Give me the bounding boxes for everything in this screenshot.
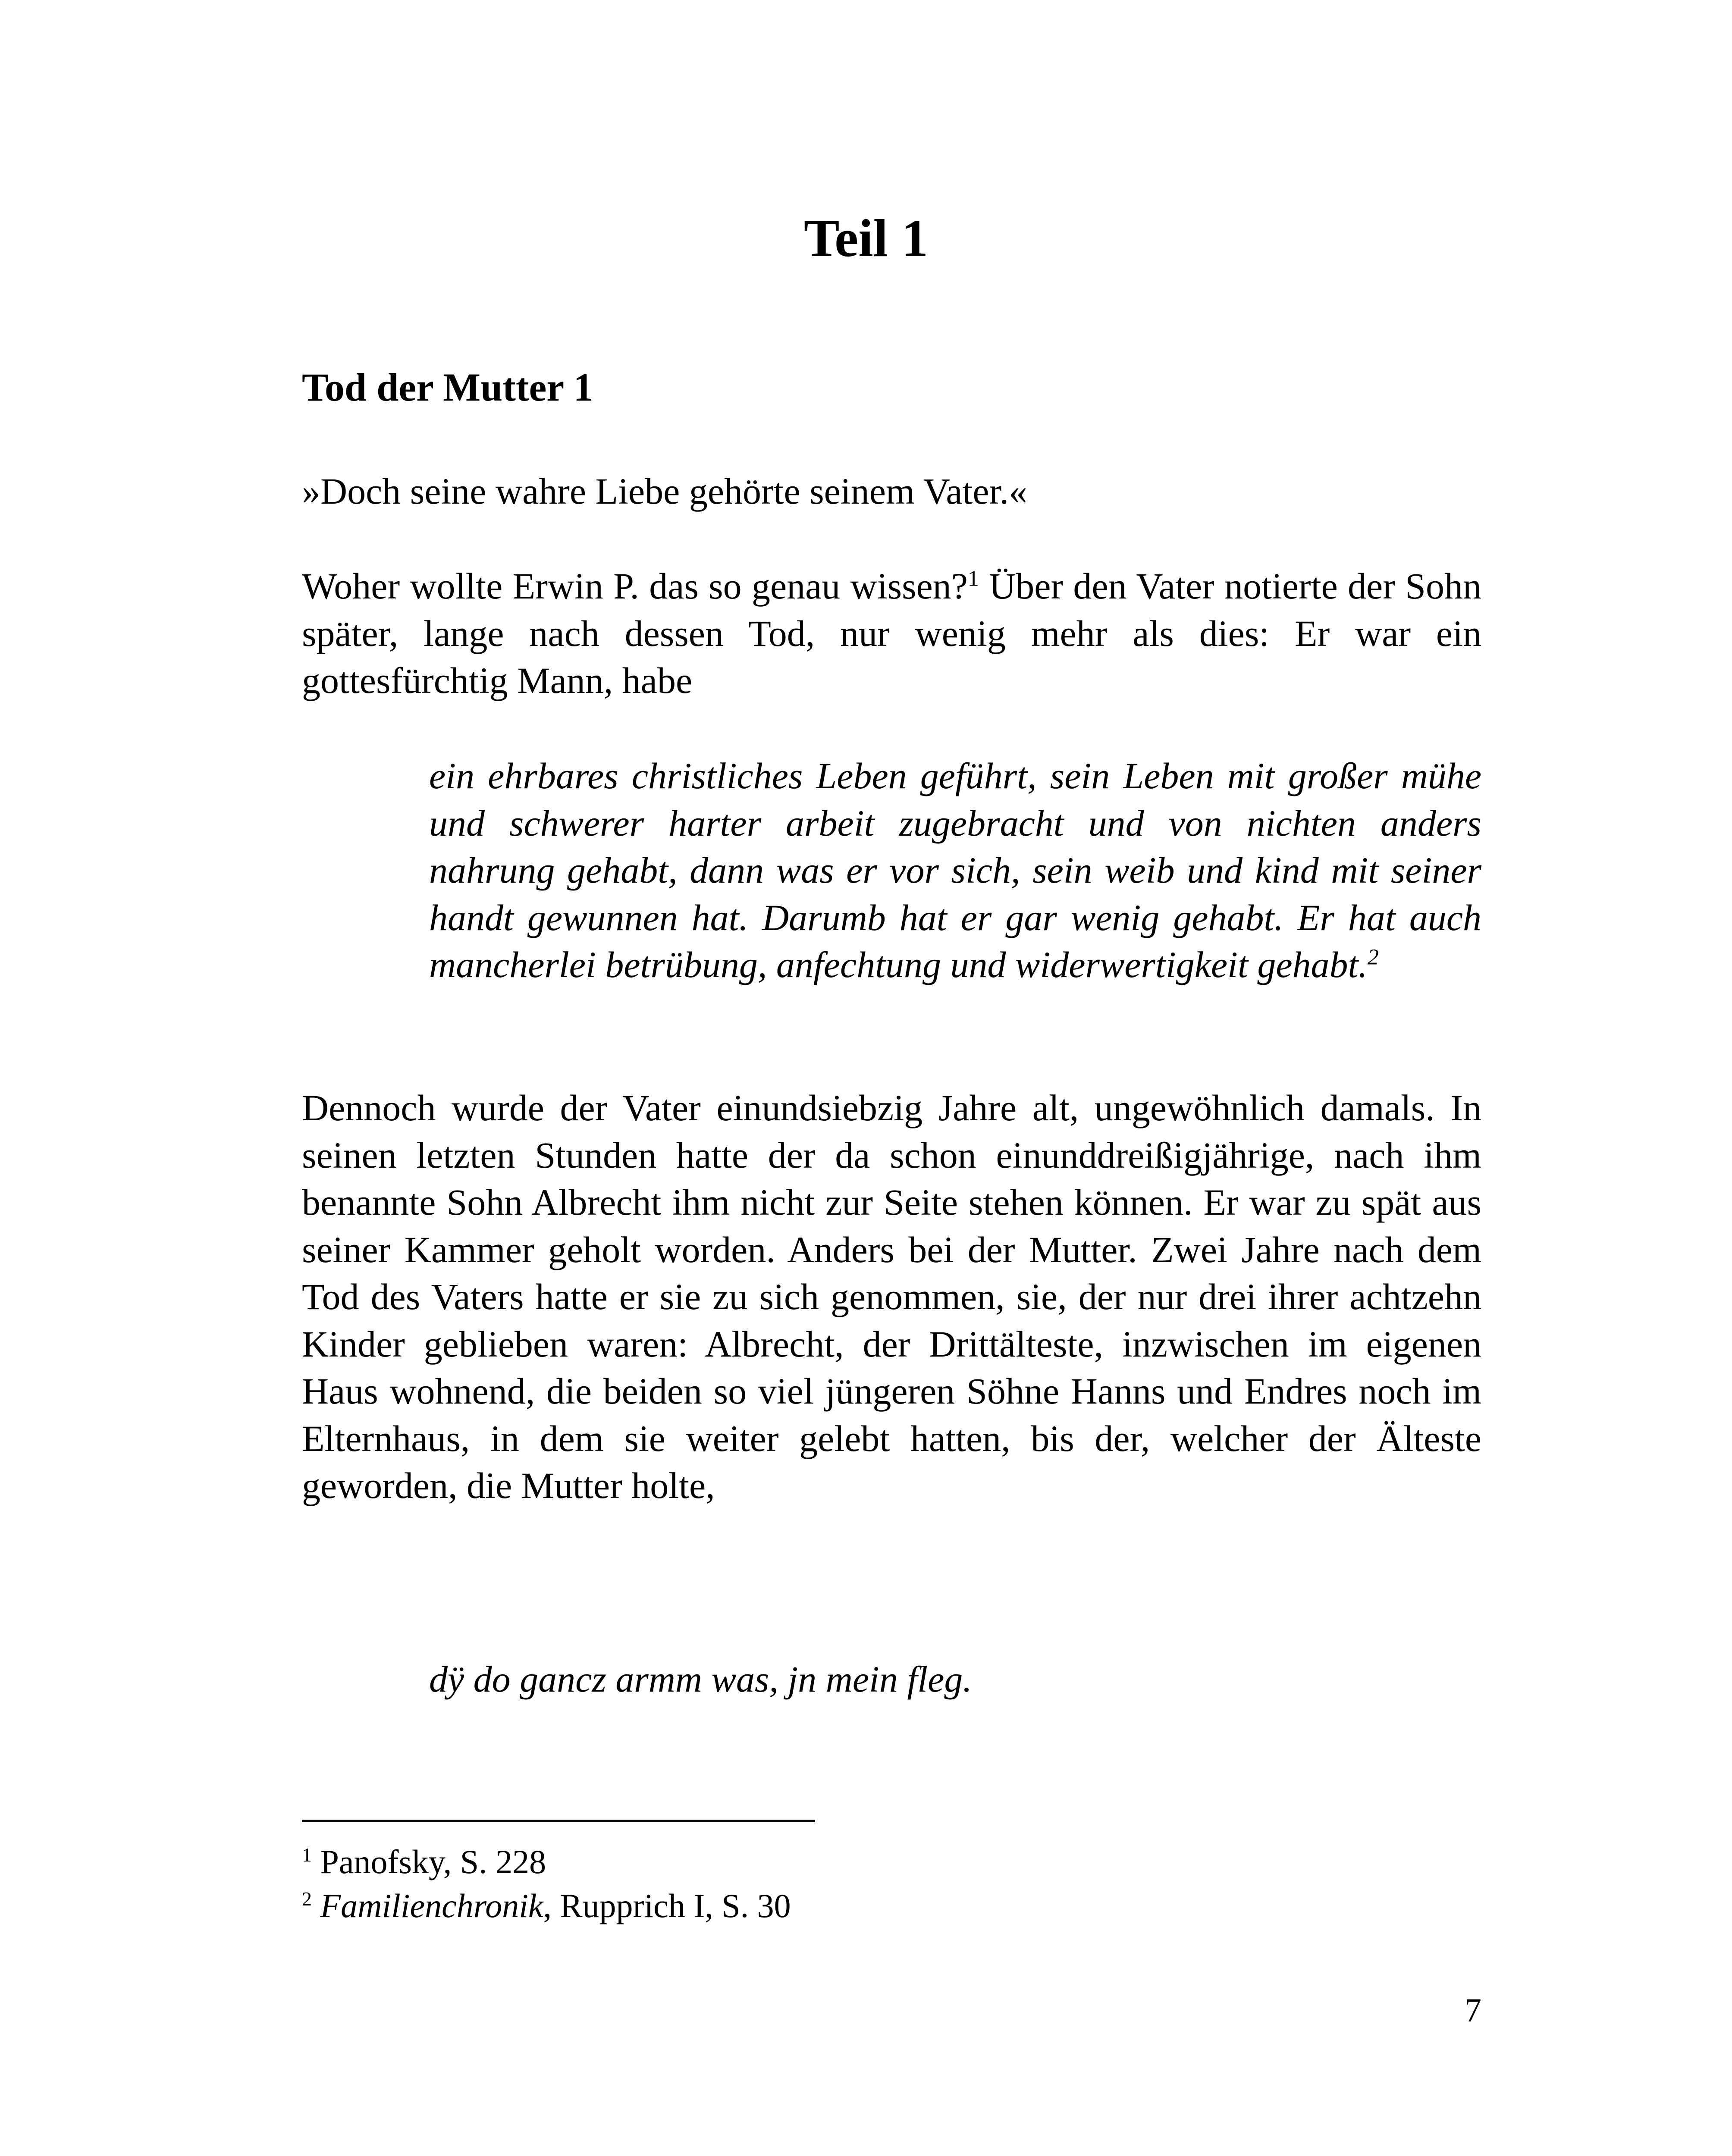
footnote-2-title: Familienchronik — [320, 1887, 543, 1924]
paragraph-2: Dennoch wurde der Vater einundsiebzig Jahre alt, ungewöhnlich damals. In seinen letzten Stunden hatte der da schon einunddreißigjährige, nach ihm benannte Sohn Albrecht ihm nicht zur Seite stehen können. Er war zu spät aus seiner Kammer geholt worden. Anders bei der Mutter. Zwei Jahre nach dem Tod des Vaters hatte er sie zu sich genommen, sie, der nur drei ihrer achtzehn Kinder geblieben waren: Albrecht, der Drittälteste, inzwischen im eigenen Haus wohnend, die beiden so viel jüngeren Söhne Hanns und Endres noch im Elternhaus, in dem sie weiter gelebt hatten, bis der, welcher der Älteste geworden, die Mutter holte, — [302, 1087, 1481, 1506]
footnote-1-text: Panofsky, S. 228 — [320, 1843, 546, 1880]
chapter-title: Tod der Mutter 1 — [302, 365, 593, 409]
footnote-divider — [302, 1820, 815, 1822]
epigraph: »Doch seine wahre Liebe gehörte seinem Vater.« — [302, 470, 1027, 512]
paragraph-1-text-a: Woher wollte Erwin P. das so genau wissen? — [302, 565, 968, 607]
paragraph-1 — [302, 563, 1481, 705]
part-title: Teil 1 — [803, 209, 929, 268]
page-number: 7 — [1465, 1991, 1481, 2029]
footnote-1 — [302, 1840, 546, 1883]
block-quote-1 — [429, 752, 1481, 989]
footnote-1-number: 1 — [302, 1844, 312, 1866]
block-quote-1-text: ein ehrbares christliches Leben geführt, sein Leben mit großer mühe und schwerer harter arbeit zugebracht und von nichten anders nahrung gehabt, dann was er vor sich, sein weib und kind mit seiner handt gewunnen hat. Darumb hat er gar wenig gehabt. Er hat auch mancherlei betrübung, anfechtung und widerwertigkeit gehabt. — [429, 755, 1481, 985]
footnote-2-number: 2 — [302, 1888, 312, 1910]
block-quote-2: dÿ do gancz armm was, jn mein fleg. — [429, 1658, 972, 1700]
footnote-ref-1: 1 — [967, 566, 979, 591]
paragraph-1-text-b: Über den Vater notierte der Sohn später, lange nach dessen Tod, nur wenig mehr als dies: Er war ein gottesfürchtig Mann, habe — [302, 565, 1482, 701]
footnote-ref-2: 2 — [1367, 945, 1379, 970]
footnote-2 — [302, 1884, 791, 1927]
footnote-2-text: , Rupprich I, S. 30 — [543, 1887, 791, 1924]
